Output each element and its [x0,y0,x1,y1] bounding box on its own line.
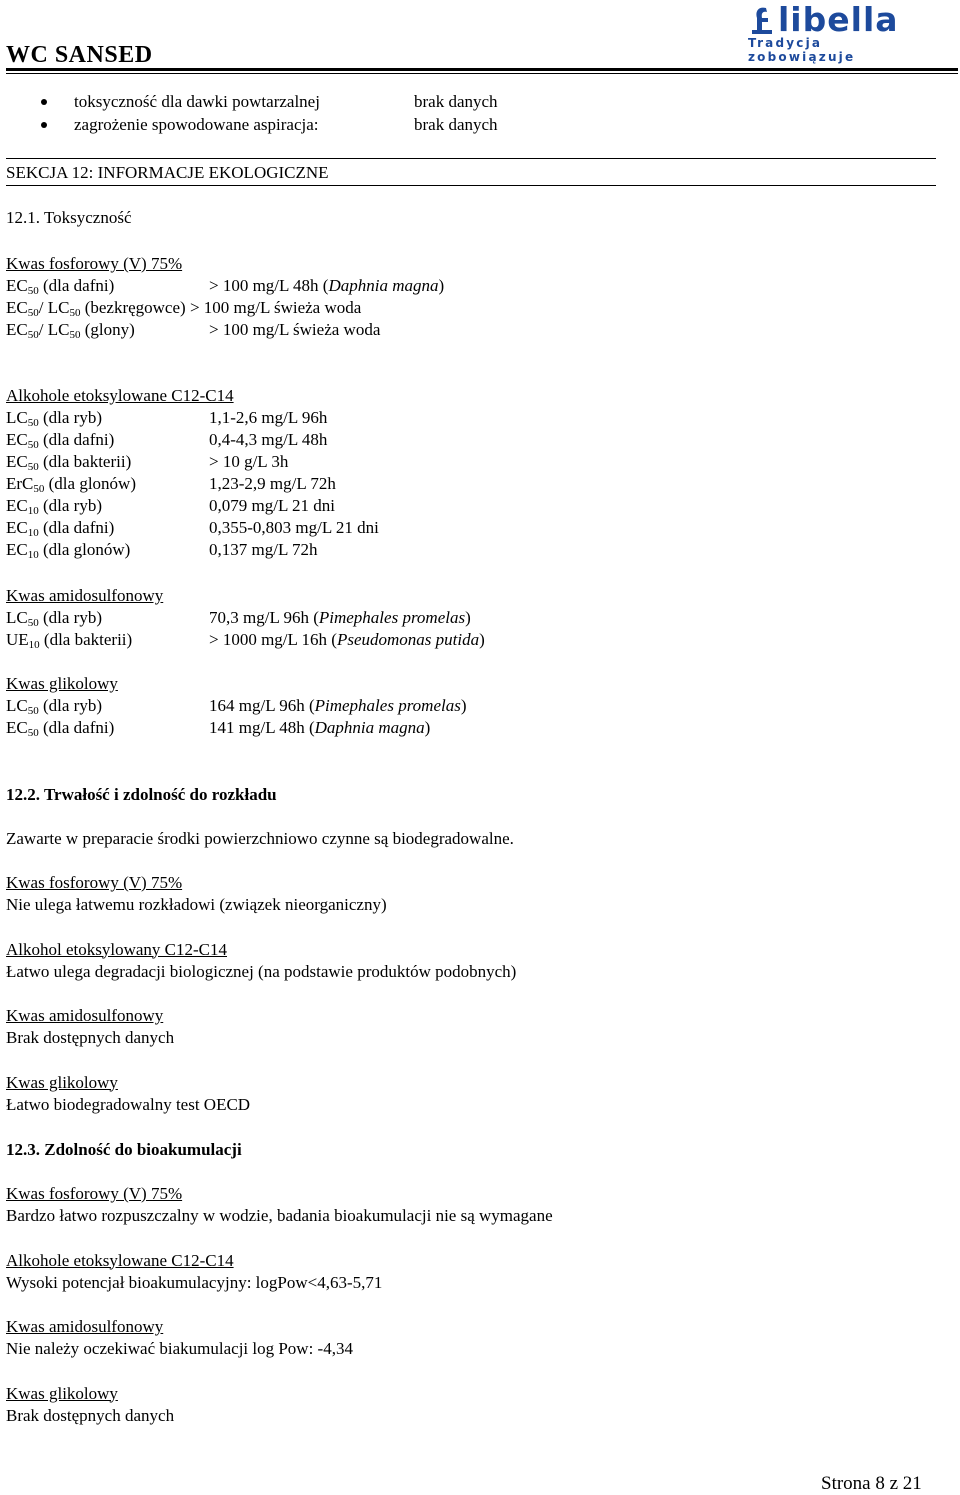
endpoint-label: $LC_{50}$ (dla ryb) [6,408,102,429]
substance-name: Kwas fosforowy (V) 75% [6,873,183,892]
endpoint-value: 0,137 mg/L 72h [209,540,318,559]
paragraph: Nie ulega łatwemu rozkładowi (związek nieorganiczny) [6,895,387,914]
endpoint-label: $EC_{50}/$ $LC_{50}$ (glony) [6,320,135,341]
substance-name: Alkohole etoksylowane C12-C14 [6,386,234,405]
endpoint-label: $EC_{10}$ (dla dafni) [6,518,115,539]
endpoint-label: ErC$_{50}$ (dla glonów) [6,474,136,495]
endpoint-value: > 100 mg/L świeża woda [209,320,381,339]
bullet-dot [41,122,47,128]
endpoint-value: 0,4-4,3 mg/L 48h [209,430,328,449]
endpoint-label: $EC_{10}$ (dla ryb) [6,496,102,517]
paragraph: Brak dostępnych danych [6,1028,175,1047]
endpoint-value: 1,1-2,6 mg/L 96h [209,408,328,427]
endpoint-value: 0,355-0,803 mg/L 21 dni [209,518,379,537]
paragraph: Łatwo biodegradowalny test OECD [6,1094,251,1114]
bullet-value: brak danych [414,92,498,111]
substance-name: Kwas amidosulfonowy [6,586,164,605]
subsection-heading: 12.3. Zdolność do bioakumulacji [6,1140,242,1159]
endpoint-label: $EC_{50}$ (dla dafni) [6,430,115,451]
substance-name: Alkohol etoksylowany C12-C14 [6,939,227,959]
header-rule-thin [6,73,958,74]
libella-logo [748,0,928,64]
section-rule-bottom [6,185,936,186]
substance-name: Kwas glikolowy [6,1072,118,1092]
endpoint-value: 141 mg/L 48h (Daphnia magna) [209,718,431,737]
endpoint-label: $EC_{50}$ (dla bakterii) [6,452,132,473]
endpoint-value: 1,23-2,9 mg/L 72h [209,474,336,493]
endpoint-value: > 10 g/L 3h [209,452,289,471]
paragraph: Bardzo łatwo rozpuszczalny w wodzie, badania bioakumulacji nie są wymagane [6,1206,553,1225]
brand-tagline: Tradycja zobowiązuje [748,36,856,64]
section-rule-top [6,158,936,159]
endpoint-value: > 100 mg/L 48h (Daphnia magna) [209,276,445,295]
substance-name: Kwas fosforowy (V) 75% [6,254,183,273]
document-product-title: WC SANSED [6,42,153,68]
subsection-heading: 12.1. Toksyczność [6,208,132,227]
brand-name: libella [778,0,899,39]
endpoint-label: $EC_{50}$ (dla dafni) [6,276,115,297]
endpoint-label: $EC_{50}$ (dla dafni) [6,718,115,739]
paragraph: Wysoki potencjał bioakumulacyjny: logPow<4,63-5,71 [6,1272,383,1292]
substance-name: Kwas glikolowy [6,674,118,693]
bullet-label: toksyczność dla dawki powtarzalnej [74,92,320,111]
paragraph: Łatwo ulega degradacji biologicznej (na podstawie produktów podobnych) [6,961,517,981]
endpoint-label: $LC_{50}$ (dla ryb) [6,696,102,717]
endpoint-label: $UE_{10}$ (dla bakterii) [6,630,133,651]
substance-name: Kwas glikolowy [6,1383,118,1403]
header-rule-thick [6,68,958,71]
bullet-dot [41,99,47,105]
substance-name: Alkohole etoksylowane C12-C14 [6,1250,234,1270]
endpoint-label: $LC_{50}$ (dla ryb) [6,608,102,629]
substance-name: Kwas amidosulfonowy [6,1006,164,1025]
substance-name: Kwas amidosulfonowy [6,1317,164,1336]
endpoint-value: > 1000 mg/L 16h (Pseudomonas putida) [209,630,485,649]
paragraph: Brak dostępnych danych [6,1405,175,1425]
endpoint-value: 70,3 mg/L 96h (Pimephales promelas) [209,608,471,627]
endpoint-value: 164 mg/L 96h (Pimephales promelas) [209,696,467,715]
page-number: Strona 8 z 21 [821,1473,922,1494]
bullet-value: brak danych [414,115,498,134]
section-title: SEKCJA 12: INFORMACJE EKOLOGICZNE [6,163,329,182]
paragraph: Nie należy oczekiwać biakumulacji log Pow: -4,34 [6,1339,353,1358]
endpoint-row: $EC_{50}/$ $LC_{50}$ (bezkręgowce) > 100 mg/L świeża woda [6,298,362,319]
endpoint-label: $EC_{10}$ (dla glonów) [6,540,131,561]
endpoint-value: 0,079 mg/L 21 dni [209,496,335,515]
substance-name: Kwas fosforowy (V) 75% [6,1184,183,1203]
bullet-label: zagrożenie spowodowane aspiracja: [74,115,319,134]
libella-mark-icon [748,4,776,36]
paragraph: Zawarte w preparacie środki powierzchniowo czynne są biodegradowalne. [6,829,514,848]
subsection-heading: 12.2. Trwałość i zdolność do rozkładu [6,785,277,804]
